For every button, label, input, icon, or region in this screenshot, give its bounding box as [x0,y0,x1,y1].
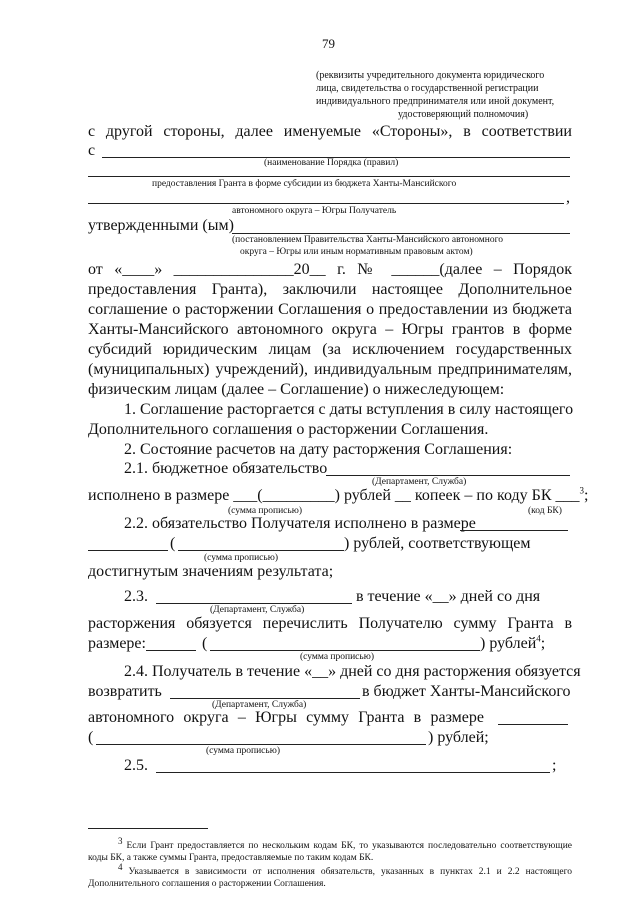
text: ( [202,635,208,652]
fill-line [146,650,196,651]
text: ( [170,535,176,552]
text: ) рублей; [428,729,489,746]
field-caption: предоставления Гранта в форме субсидии из бюджета Ханты-Мансийского [152,179,457,189]
field-caption: (сумма прописью) [204,553,278,563]
text-line: с [88,142,96,159]
text-line: Ханты-Мансийского автономного округа – Югры грантов в форме [88,321,572,338]
field-caption: автономного округа – Югры Получатель [232,206,397,216]
fill-line [232,233,570,234]
text-line: субсидий юридическим лицам (за исключением государственных [88,341,572,358]
text-line: расторжения обязуется перечислить Получателю сумму Гранта в [88,615,572,632]
text: ( [88,729,94,746]
fill-line [88,203,564,204]
footnote-ref: 3 [579,485,584,496]
text-line: 1. Соглашение расторгается с даты вступления в силу настоящего [124,401,574,418]
text-line: автономного округа – Югры сумму Гранта в размере [88,709,484,726]
text: ) рублей [480,635,537,652]
footnote-4 [88,861,572,890]
text-line: предоставления Гранта), заключили настоящее Дополнительное [88,281,572,298]
text: ) рублей, соответствующем [344,535,531,552]
fill-line [156,603,352,604]
note-line: индивидуального предпринимателя или иной документ, [316,96,555,107]
note-line: лица, свидетельства о государственной регистрации [316,83,539,94]
text-line: физическим лицам (далее – Соглашение) о нижеследующем: [88,381,505,398]
text: исполнено в размере ___(_________) рублей __ копеек – по коду БК ___ [88,487,580,504]
text-line: от «____» _______________20__ г. № ______(далее – Порядок [88,261,572,278]
footnote-3 [88,835,573,864]
footnote-ref: 4 [536,633,541,644]
footnote-text: Указывается в зависимости от исполнения обязательств, указанных в пунктах 2.1 и 2.2 [128,867,520,877]
fill-line [156,772,550,773]
text: возвратить [88,683,162,700]
page-number: 79 [322,36,335,51]
text-line: (муниципальных) учреждений), индивидуальным предпринимателям, [88,361,572,378]
text: в бюджет Ханты-Мансийского [362,683,571,700]
text-line: 2.4. Получатель в течение «__» дней со дня расторжения обязуется [124,663,581,680]
field-caption: (сумма прописью) [300,652,374,662]
text-line: соглашение о расторжении Соглашения о предоставлении из бюджета [88,301,572,318]
text-line: 2. Состояние расчетов на дату расторжения Соглашения: [124,441,513,458]
fill-line [326,475,570,476]
text-line: 2.3. [124,588,148,605]
fill-line [210,650,480,651]
text-line: утвержденными (ым) [88,217,234,234]
text-line: с другой стороны, далее именуемые «Стороны», в соответствии [88,123,572,140]
text-line: 2.2. обязательство Получателя исполнено в размере [124,515,476,532]
footnote-mark: 4 [118,861,123,872]
field-caption: (постановлением Правительства Ханты-Мансийского автономного [232,235,504,245]
text-line [480,634,545,654]
field-caption: (наименование Порядка (правил) [264,158,399,168]
footnote-text: Если Грант предоставляется по нескольким кодам БК, то указываются последовательно [126,841,497,851]
field-caption: (Департамент, Служба) [212,700,307,710]
text: размере: [88,635,146,652]
fill-line [460,530,568,531]
field-caption: (сумма прописью) [228,506,302,516]
footnote-text: соответствующие коды БК, а также суммы Гранта, предоставляемые по таким кодам БК. [88,841,573,863]
fill-line [96,744,426,745]
fill-line [88,550,168,551]
fill-line [170,698,360,699]
note-line: удостоверяющий полномочия) [398,109,529,120]
text-line: Дополнительного соглашения о расторжении Соглашения. [88,421,489,438]
field-caption: (код БК) [528,506,562,516]
text-line [88,486,588,506]
text: ; [584,487,589,504]
footnote-separator [88,828,208,829]
fill-line [88,176,570,177]
text-line: достигнутым значениям результата; [88,563,334,580]
footnote-text: настоящего Дополнительного соглашения о расторжении Соглашения. [88,867,572,889]
text: ; [552,757,557,774]
field-caption: (Департамент, Служба) [372,477,467,487]
field-caption: округа – Югры или иным нормативным правовым актом) [240,247,473,257]
field-caption: (Департамент, Служба) [210,605,305,615]
fill-line [178,550,344,551]
text: в течение «__» дней со дня [356,588,541,605]
fill-line [498,724,568,725]
comma: , [566,189,570,206]
field-caption: (сумма прописью) [206,746,280,756]
footnote-mark: 3 [118,835,123,846]
text: ; [540,635,546,652]
text-line: 2.1. бюджетное обязательство [124,460,328,477]
note-line: (реквизиты учредительного документа юридического [316,70,545,81]
text-line: 2.5. [124,757,148,774]
